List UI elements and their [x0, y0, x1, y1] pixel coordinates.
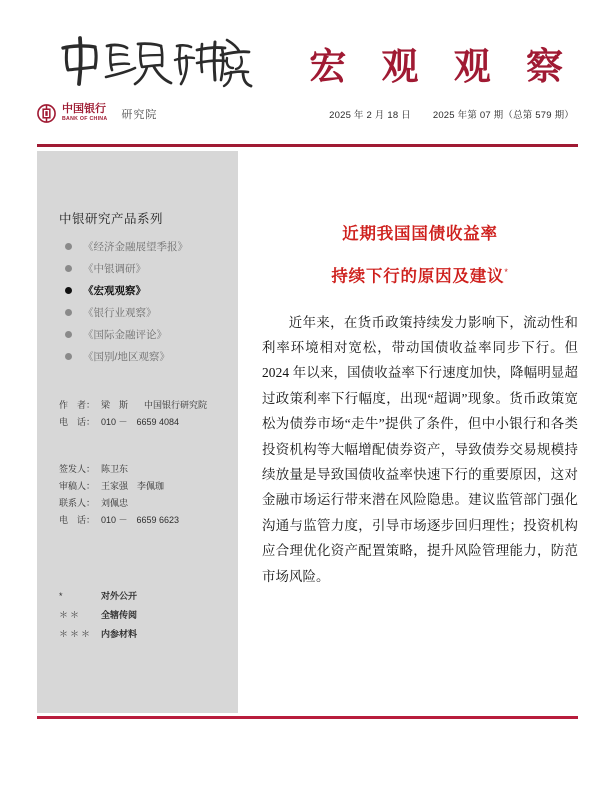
reviewer-names: 王家强 李佩珈 [101, 481, 165, 491]
page-header [37, 28, 578, 138]
sidebar-item-economic-outlook[interactable] [65, 235, 235, 257]
sidebar-item-label: 《国别/地区观察》 [83, 350, 170, 363]
note-text: 内参材料 [101, 629, 138, 639]
bullet-icon [65, 309, 72, 316]
author-row [59, 397, 207, 414]
sidebar-item-label: 《宏观观察》 [83, 284, 146, 297]
reviewer-row [59, 478, 179, 495]
article-title-line2-wrap [262, 253, 578, 296]
product-series-list [65, 235, 235, 367]
article-title-line1: 近期我国国债收益率 [342, 225, 498, 243]
bullet-icon [65, 287, 72, 294]
sidebar-item-label: 《国际金融评论》 [83, 328, 167, 341]
contact-label: 联系人： [59, 498, 96, 508]
bullet-icon [65, 243, 72, 250]
distribution-notes-block [59, 587, 137, 644]
article-title [262, 151, 578, 296]
signoff-info-block [59, 461, 179, 529]
sidebar-item-label: 《经济金融展望季报》 [83, 240, 188, 253]
bullet-icon [65, 331, 72, 338]
publication-date: 2025 年 2 月 18 日 [329, 110, 411, 121]
note-star-mark: * [59, 591, 65, 601]
signer-label: 签发人： [59, 464, 96, 474]
distribution-note-row [59, 587, 137, 606]
author-label: 作 者： [59, 400, 96, 410]
note-text: 全辖传阅 [101, 610, 138, 620]
article-abstract: 近年来，在货币政策持续发力影响下，流动性和利率环境相对宽松，带动国债收益率同步下行。但 2024 年以来，国债收益率下行速度加快，降幅明显超过政策利率下行幅度，出现“超调”现象。货币政策宽松为债券市场“走牛”提供了条件，但中小银行和各类投资机构等大幅增配债券资产，导致债券交易规模持续放量是导致国债收益率快速下行的重要原因，这对金融市场运行带来潜在风险隐患。建议监管部门强化沟通与监管力度，引导市场逐步回归理性；投资机构应合理优化资产配置策略，提升风险管理能力，防范市场风险。 [262, 314, 578, 584]
sidebar-item-label: 《银行业观察》 [83, 306, 157, 319]
bullet-icon [65, 353, 72, 360]
distribution-note-row [59, 625, 137, 644]
bank-name-en: BANK OF CHINA [62, 116, 108, 123]
sidebar-item-international-finance-review[interactable] [65, 323, 235, 345]
bank-of-china-wordmark [62, 104, 107, 122]
note-star-mark: ＊＊＊ [59, 629, 93, 639]
author-name: 梁 斯 [101, 400, 129, 410]
zhongyin-research-script-logo [55, 34, 255, 90]
bank-of-china-emblem-icon [37, 104, 56, 123]
sidebar-item-banking-observation[interactable] [65, 301, 235, 323]
issue-line [329, 107, 574, 121]
contact-phone-value: 010 － 6659 6623 [101, 515, 180, 525]
issue-number: 2025 年第 07 期（总第 579 期） [432, 110, 574, 121]
sidebar-item-boc-survey[interactable] [65, 257, 235, 279]
sidebar-item-country-region-observation[interactable] [65, 345, 235, 367]
masthead-title: 宏 观 观 察 [309, 47, 576, 88]
reviewer-label: 审稿人： [59, 481, 96, 491]
contact-phone-row [59, 512, 179, 529]
header-divider-rule [37, 144, 578, 147]
sidebar-panel [37, 151, 238, 713]
bank-of-china-logo-row [37, 104, 157, 123]
bank-name-cn: 中国银行 [62, 103, 106, 116]
article-main [262, 151, 578, 713]
article-title-line2: 持续下行的原因及建议 [331, 267, 505, 286]
sidebar-item-macro-observation[interactable] [65, 279, 235, 301]
author-phone-row [59, 414, 207, 431]
footer-divider-rule [37, 716, 578, 719]
contact-phone-label: 电 话： [59, 515, 96, 525]
signer-name: 陈卫东 [101, 464, 129, 474]
sidebar-heading: 中银研究产品系列 [59, 212, 164, 226]
institute-label: 研究院 [121, 108, 158, 121]
sidebar-item-label: 《中银调研》 [83, 262, 146, 275]
note-star-mark: ＊＊ [59, 610, 82, 620]
article-title-footnote-mark: * [504, 267, 509, 277]
contact-row [59, 495, 179, 512]
bullet-icon [65, 265, 72, 272]
signer-row [59, 461, 179, 478]
note-text: 对外公开 [101, 591, 138, 601]
distribution-note-row [59, 606, 137, 625]
author-phone-label: 电 话： [59, 417, 96, 427]
contact-name: 刘佩忠 [101, 498, 129, 508]
author-organization: 中国银行研究院 [144, 400, 208, 410]
author-phone-value: 010 － 6659 4084 [101, 417, 180, 427]
author-info-block [59, 397, 207, 431]
